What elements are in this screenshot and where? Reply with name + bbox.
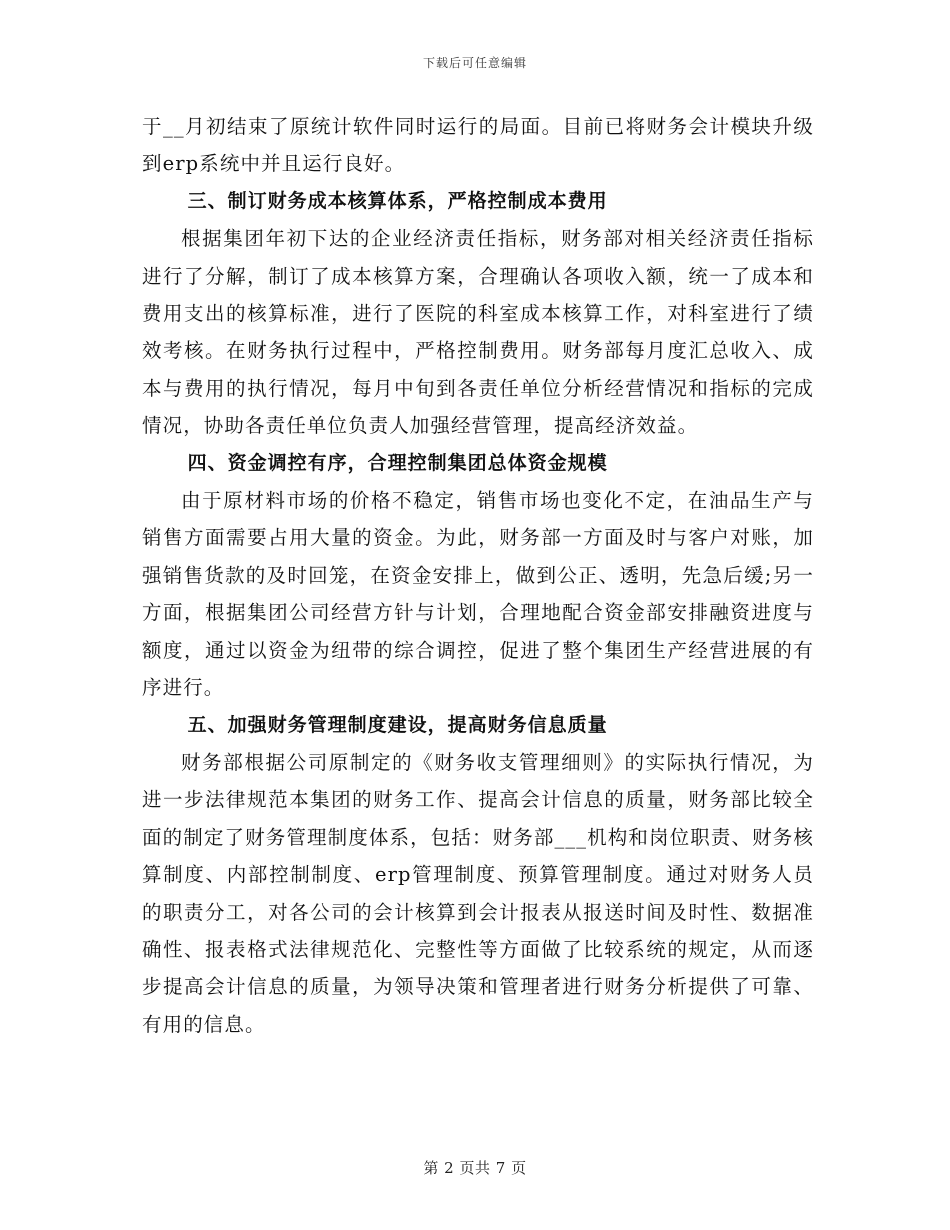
section-heading-3: 三、制订财务成本核算体系，严格控制成本费用 [187,189,608,212]
section-heading-5: 五、加强财务管理制度建设，提高财务信息质量 [187,713,608,736]
paragraph-section-5: 财务部根据公司原制定的《财务收支管理细则》的实际执行情况，为进一步法律规范本集团的财务工作、提高会计信息的质量，财务部比较全面的制定了财务管理制度体系，包括：财务部___机构和岗位职责、财务核算制度、内部控制制度、erp管理制度、预算管理制度。通过对财务人员的职责分工，对各公司的会计核算到会计报表从报送时间及时性、数据准确性、报表格式法律规范化、完整性等方面做了比较系统的规定，从而逐步提高会计信息的质量，为领导决策和管理者进行财务分析提供了可靠、有用的信息。 [142,750,814,1036]
page-footer: 第 2 页共 7 页 [423,1159,527,1177]
paragraph-section-4: 由于原材料市场的价格不稳定，销售市场也变化不定，在油品生产与销售方面需要占用大量的资金。为此，财务部一方面及时与客户对账，加强销售货款的及时回笼，在资金安排上，做到公正、透明，先急后缓;另一方面，根据集团公司经营方针与计划，合理地配合资金部安排融资进度与额度，通过以资金为纽带的综合调控，促进了整个集团生产经营进展的有序进行。 [142,489,814,700]
page-header: 下载后可任意编辑 [422,56,527,70]
document-body [142,108,814,1043]
paragraph-continued: 于__月初结束了原统计软件同时运行的局面。目前已将财务会计模块升级到erp系统中并且运行良好。 [142,115,814,176]
section-heading-4: 四、资金调控有序，合理控制集团总体资金规模 [187,451,608,474]
paragraph-section-3: 根据集团年初下达的企业经济责任指标，财务部对相关经济责任指标进行了分解，制订了成本核算方案，合理确认各项收入额，统一了成本和费用支出的核算标准，进行了医院的科室成本核算工作，对科室进行了绩效考核。在财务执行过程中，严格控制费用。财务部每月度汇总收入、成本与费用的执行情况，每月中旬到各责任单位分析经营情况和指标的完成情况，协助各责任单位负责人加强经营管理，提高经济效益。 [142,227,814,438]
